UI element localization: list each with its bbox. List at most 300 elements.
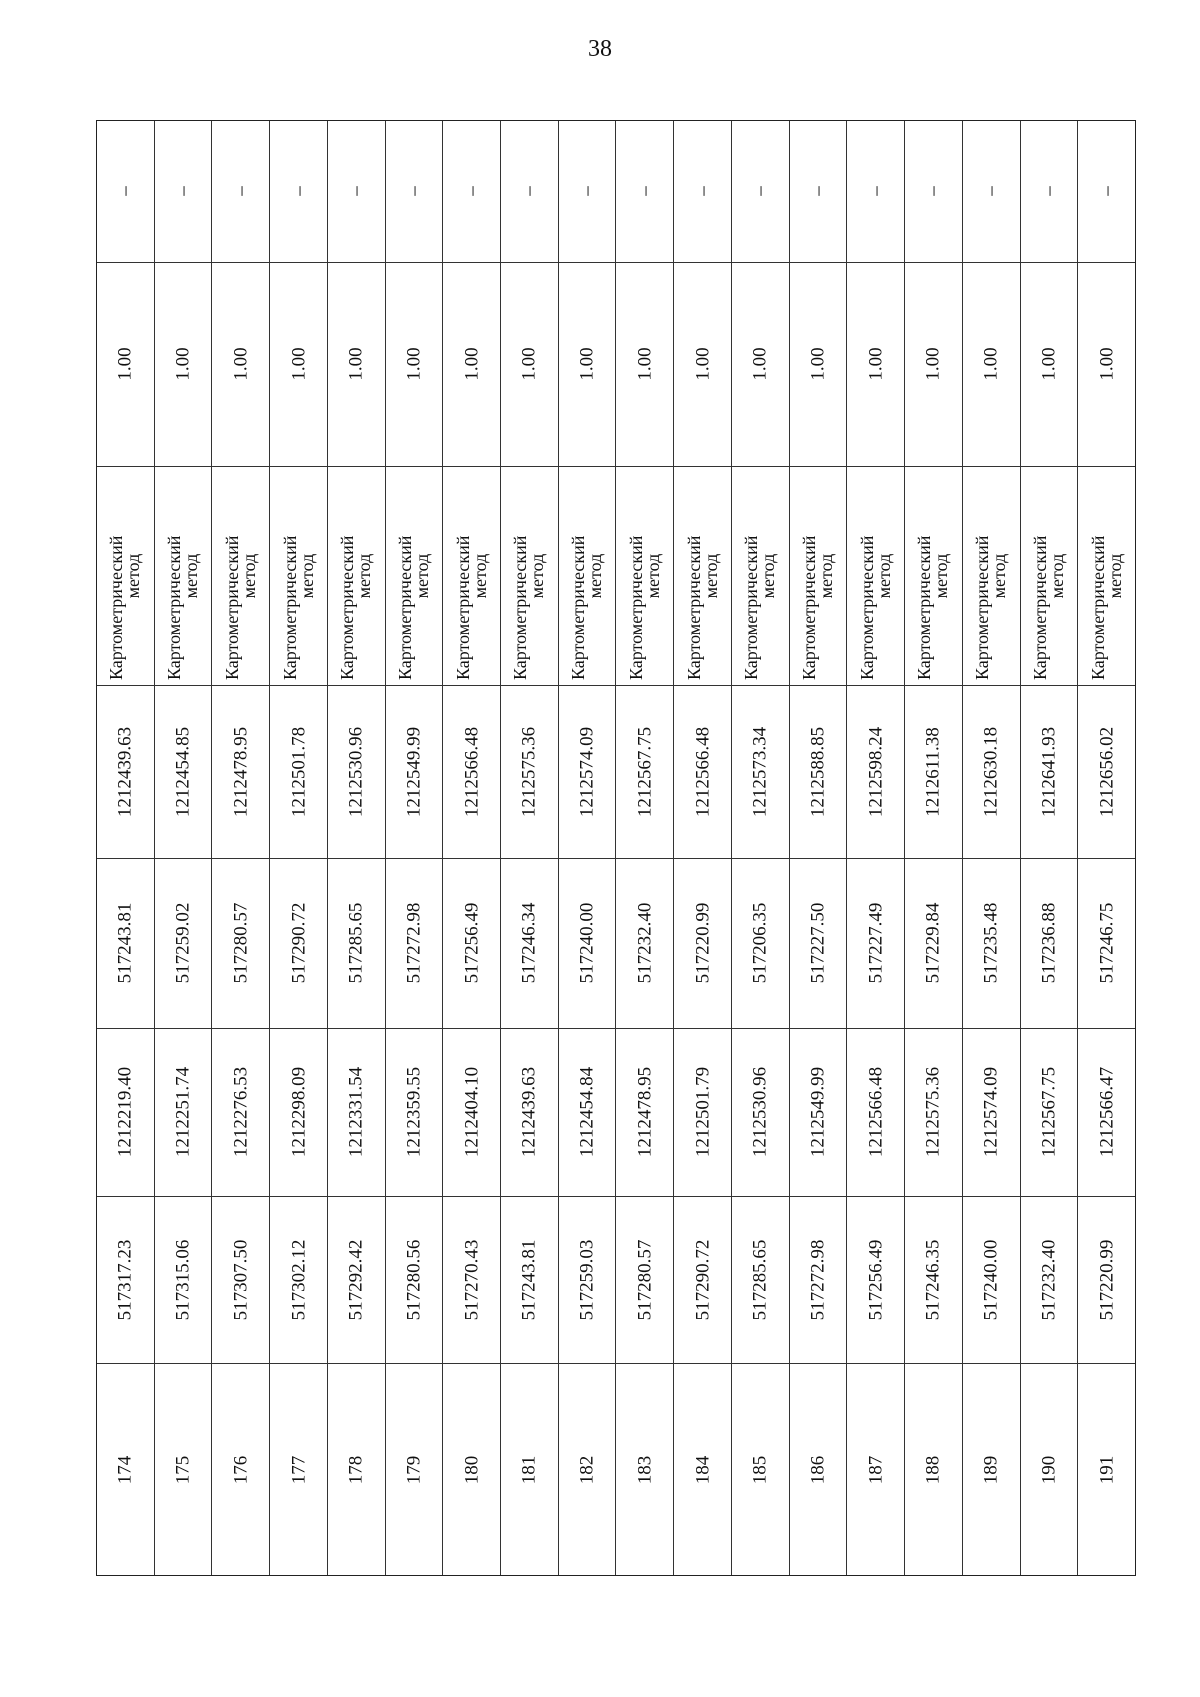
method-text [625, 470, 663, 682]
table-row [616, 121, 674, 1575]
accuracy-text: 1.00 [461, 347, 483, 381]
y1-text: 1212439.63 [518, 1067, 540, 1158]
x2-cell [674, 859, 731, 1029]
x2-cell [270, 859, 327, 1029]
x2-text: 517227.50 [807, 903, 829, 984]
y1-cell [1078, 1029, 1135, 1197]
y2-cell [1078, 686, 1135, 859]
point-number-cell [386, 1364, 443, 1575]
x2-cell [732, 859, 789, 1029]
x2-text: 517280.57 [230, 903, 252, 984]
note-cell [963, 121, 1020, 263]
method-line-2: метод [411, 553, 432, 599]
note-text: – [114, 186, 136, 197]
method-line-2: метод [1046, 553, 1067, 599]
y1-cell [732, 1029, 789, 1197]
x1-cell [443, 1197, 500, 1365]
note-text: – [172, 186, 194, 197]
x1-text: 517270.43 [461, 1239, 483, 1321]
x2-cell [905, 859, 962, 1029]
y2-text: 1212575.36 [518, 726, 540, 818]
note-cell [328, 121, 385, 263]
accuracy-cell [559, 263, 616, 467]
point-number-text: 190 [1038, 1455, 1060, 1484]
method-line-2: метод [931, 553, 952, 599]
y1-cell [328, 1029, 385, 1197]
note-cell [559, 121, 616, 263]
x1-cell [732, 1197, 789, 1365]
y1-cell [212, 1029, 269, 1197]
accuracy-text: 1.00 [1096, 347, 1118, 381]
accuracy-cell [443, 263, 500, 467]
method-line-1: Картометрический [452, 535, 473, 680]
x2-text: 517290.72 [288, 903, 310, 984]
y1-text: 1212359.55 [403, 1067, 425, 1158]
method-line-1: Картометрический [221, 535, 242, 680]
x2-cell [1021, 859, 1078, 1029]
table-row [790, 121, 848, 1575]
y2-text: 1212630.18 [980, 726, 1002, 818]
y2-cell [1021, 686, 1078, 859]
table-row [674, 121, 732, 1575]
x1-text: 517220.99 [1096, 1239, 1118, 1321]
accuracy-text: 1.00 [634, 347, 656, 381]
y1-text: 1212567.75 [1038, 1067, 1060, 1158]
x2-cell [963, 859, 1020, 1029]
accuracy-text: 1.00 [576, 347, 598, 381]
accuracy-text: 1.00 [865, 347, 887, 381]
method-cell [963, 467, 1020, 687]
accuracy-text: 1.00 [288, 347, 310, 381]
point-number-text: 175 [172, 1455, 194, 1484]
accuracy-cell [501, 263, 558, 467]
accuracy-text: 1.00 [807, 347, 829, 381]
y2-text: 1212478.95 [230, 726, 252, 818]
method-line-2: метод [181, 553, 202, 599]
accuracy-text: 1.00 [345, 347, 367, 381]
y2-cell [674, 686, 731, 859]
accuracy-text: 1.00 [172, 347, 194, 381]
table-row [1078, 121, 1135, 1575]
method-cell [443, 467, 500, 687]
accuracy-text: 1.00 [114, 347, 136, 381]
table-row [386, 121, 444, 1575]
method-line-1: Картометрический [1087, 535, 1108, 680]
y2-cell [847, 686, 904, 859]
y2-text: 1212567.75 [634, 726, 656, 818]
method-cell [270, 467, 327, 687]
note-text: – [865, 186, 887, 197]
point-number-cell [501, 1364, 558, 1575]
point-number-text: 176 [230, 1455, 252, 1484]
method-line-2: метод [585, 553, 606, 599]
method-text [279, 470, 317, 682]
table-row [905, 121, 963, 1575]
y2-text: 1212573.34 [749, 726, 771, 818]
table-row [443, 121, 501, 1575]
x1-text: 517292.42 [345, 1239, 367, 1321]
point-number-cell [732, 1364, 789, 1575]
point-number-text: 180 [461, 1455, 483, 1484]
y2-cell [212, 686, 269, 859]
method-text [743, 470, 777, 682]
y1-cell [443, 1029, 500, 1197]
accuracy-cell [155, 263, 212, 467]
point-number-cell [155, 1364, 212, 1575]
x2-text: 517229.84 [922, 903, 944, 984]
y2-text: 1212611.38 [922, 727, 944, 817]
note-cell [97, 121, 154, 263]
y2-cell [270, 686, 327, 859]
x1-text: 517280.56 [403, 1239, 425, 1321]
method-line-1: Картометрический [683, 535, 704, 680]
accuracy-cell [1021, 263, 1078, 467]
table-row [501, 121, 559, 1575]
note-text: – [576, 186, 598, 197]
x2-cell [847, 859, 904, 1029]
x1-text: 517280.57 [634, 1239, 656, 1321]
method-line-1: Картометрический [337, 535, 358, 680]
y2-text: 1212566.48 [461, 726, 483, 818]
y1-cell [616, 1029, 673, 1197]
accuracy-cell [847, 263, 904, 467]
x1-cell [963, 1197, 1020, 1365]
x2-text: 517236.88 [1038, 903, 1060, 984]
method-line-1: Картометрический [741, 535, 762, 680]
accuracy-cell [386, 263, 443, 467]
x1-cell [212, 1197, 269, 1365]
point-number-cell [1078, 1364, 1135, 1575]
point-number-text: 185 [749, 1455, 771, 1484]
y1-text: 1212566.47 [1096, 1067, 1118, 1158]
x2-cell [212, 859, 269, 1029]
method-line-2: метод [296, 553, 317, 599]
y1-cell [270, 1029, 327, 1197]
x2-text: 517246.34 [518, 903, 540, 984]
note-cell [847, 121, 904, 263]
method-line-1: Картометрический [798, 535, 819, 680]
x1-cell [1021, 1197, 1078, 1365]
x1-text: 517285.65 [749, 1239, 771, 1321]
accuracy-text: 1.00 [403, 347, 425, 381]
table-row [847, 121, 905, 1575]
x2-text: 517227.49 [865, 903, 887, 984]
y2-cell [97, 686, 154, 859]
method-cell [1021, 467, 1078, 687]
x2-text: 517285.65 [345, 903, 367, 984]
x2-cell [97, 859, 154, 1029]
point-number-text: 174 [114, 1455, 136, 1484]
note-cell [155, 121, 212, 263]
point-number-text: 187 [865, 1455, 887, 1484]
method-cell [905, 467, 962, 687]
method-text [221, 470, 259, 682]
method-line-2: метод [642, 553, 663, 599]
y1-cell [847, 1029, 904, 1197]
method-text [512, 470, 546, 682]
x1-cell [97, 1197, 154, 1365]
point-number-text: 183 [634, 1455, 656, 1484]
method-line-2: метод [700, 553, 721, 599]
accuracy-text: 1.00 [922, 347, 944, 381]
x2-cell [1078, 859, 1135, 1029]
x2-text: 517259.02 [172, 903, 194, 984]
y1-cell [559, 1029, 616, 1197]
point-number-cell [328, 1364, 385, 1575]
accuracy-text: 1.00 [1038, 347, 1060, 381]
note-text: – [461, 186, 483, 197]
x1-cell [1078, 1197, 1135, 1365]
y2-text: 1212598.24 [865, 726, 887, 818]
table-row [963, 121, 1021, 1575]
method-cell [674, 467, 731, 687]
y2-text: 1212454.85 [172, 726, 194, 818]
y1-text: 1212251.74 [172, 1067, 194, 1158]
table-row [212, 121, 270, 1575]
point-number-text: 181 [518, 1455, 540, 1484]
y2-cell [616, 686, 673, 859]
y2-cell [386, 686, 443, 859]
x2-text: 517232.40 [634, 903, 656, 984]
note-cell [270, 121, 327, 263]
x1-cell [559, 1197, 616, 1365]
y2-text: 1212501.78 [288, 726, 310, 818]
y1-text: 1212478.95 [634, 1067, 656, 1158]
method-line-1: Картометрический [394, 535, 415, 680]
method-text [108, 470, 142, 682]
x1-text: 517272.98 [807, 1239, 829, 1321]
method-line-1: Картометрический [568, 535, 589, 680]
method-line-2: метод [469, 553, 490, 599]
method-line-2: метод [354, 553, 375, 599]
method-cell [386, 467, 443, 687]
method-text [683, 470, 721, 682]
x1-text: 517317.23 [114, 1239, 136, 1321]
table-row [270, 121, 328, 1575]
note-text: – [692, 186, 714, 197]
accuracy-cell [97, 263, 154, 467]
y1-cell [97, 1029, 154, 1197]
method-line-1: Картометрический [279, 535, 300, 680]
point-number-text: 179 [403, 1455, 425, 1484]
method-text [452, 470, 490, 682]
note-cell [443, 121, 500, 263]
method-line-2: метод [989, 553, 1010, 599]
x1-text: 517302.12 [288, 1239, 310, 1321]
x1-text: 517256.49 [865, 1239, 887, 1321]
method-text [1029, 470, 1067, 682]
note-text: – [749, 186, 771, 197]
point-number-cell [790, 1364, 847, 1575]
method-cell [616, 467, 673, 687]
y1-cell [1021, 1029, 1078, 1197]
note-text: – [922, 186, 944, 197]
x2-text: 517272.98 [403, 903, 425, 984]
x1-text: 517240.00 [980, 1239, 1002, 1321]
x1-text: 517259.03 [576, 1239, 598, 1321]
x2-cell [790, 859, 847, 1029]
method-text [974, 470, 1008, 682]
x1-cell [386, 1197, 443, 1365]
point-number-text: 186 [807, 1455, 829, 1484]
point-number-text: 191 [1096, 1455, 1118, 1484]
accuracy-text: 1.00 [230, 347, 252, 381]
method-cell [212, 467, 269, 687]
accuracy-cell [674, 263, 731, 467]
note-cell [1021, 121, 1078, 263]
y2-cell [963, 686, 1020, 859]
method-text [916, 470, 950, 682]
method-line-1: Картометрический [972, 535, 993, 680]
accuracy-cell [212, 263, 269, 467]
accuracy-text: 1.00 [518, 347, 540, 381]
accuracy-cell [905, 263, 962, 467]
y1-text: 1212575.36 [922, 1067, 944, 1158]
accuracy-text: 1.00 [980, 347, 1002, 381]
method-cell [847, 467, 904, 687]
method-line-1: Картометрический [106, 535, 127, 680]
method-text [394, 470, 432, 682]
method-cell [155, 467, 212, 687]
y1-text: 1212566.48 [865, 1067, 887, 1158]
y2-text: 1212656.02 [1096, 726, 1118, 818]
point-number-cell [212, 1364, 269, 1575]
x2-cell [328, 859, 385, 1029]
x2-text: 517220.99 [692, 903, 714, 984]
point-number-cell [847, 1364, 904, 1575]
y1-text: 1212404.10 [461, 1067, 483, 1158]
note-text: – [288, 186, 310, 197]
point-number-text: 177 [288, 1455, 310, 1484]
point-number-text: 178 [345, 1455, 367, 1484]
x1-cell [501, 1197, 558, 1365]
point-number-text: 189 [980, 1455, 1002, 1484]
x1-cell [616, 1197, 673, 1365]
y2-cell [501, 686, 558, 859]
x1-cell [674, 1197, 731, 1365]
y1-cell [155, 1029, 212, 1197]
accuracy-cell [1078, 263, 1135, 467]
y2-text: 1212530.96 [345, 726, 367, 818]
y1-cell [963, 1029, 1020, 1197]
y2-cell [559, 686, 616, 859]
x1-text: 517315.06 [172, 1239, 194, 1321]
x1-text: 517232.40 [1038, 1239, 1060, 1321]
y2-cell [443, 686, 500, 859]
method-line-1: Картометрический [510, 535, 531, 680]
accuracy-cell [328, 263, 385, 467]
method-line-2: метод [873, 553, 894, 599]
point-number-cell [905, 1364, 962, 1575]
note-text: – [634, 186, 656, 197]
point-number-cell [1021, 1364, 1078, 1575]
x1-text: 517290.72 [692, 1239, 714, 1321]
y2-text: 1212566.48 [692, 726, 714, 818]
x2-text: 517235.48 [980, 903, 1002, 984]
point-number-cell [443, 1364, 500, 1575]
table-row [732, 121, 790, 1575]
note-cell [732, 121, 789, 263]
table-row [559, 121, 617, 1575]
point-number-cell [674, 1364, 731, 1575]
y1-text: 1212276.53 [230, 1067, 252, 1158]
y1-text: 1212574.09 [980, 1067, 1002, 1158]
y2-text: 1212439.63 [114, 726, 136, 818]
x1-text: 517307.50 [230, 1239, 252, 1321]
x1-cell [790, 1197, 847, 1365]
point-number-cell [559, 1364, 616, 1575]
x1-cell [905, 1197, 962, 1365]
note-cell [501, 121, 558, 263]
accuracy-cell [790, 263, 847, 467]
x2-text: 517256.49 [461, 903, 483, 984]
table-row [1021, 121, 1079, 1575]
method-line-2: метод [527, 553, 548, 599]
y1-cell [501, 1029, 558, 1197]
x2-text: 517246.75 [1096, 903, 1118, 984]
y1-cell [386, 1029, 443, 1197]
y1-cell [790, 1029, 847, 1197]
x1-cell [155, 1197, 212, 1365]
x2-cell [501, 859, 558, 1029]
method-text [1087, 470, 1125, 682]
coordinates-table [96, 120, 1136, 1576]
note-cell [386, 121, 443, 263]
note-cell [1078, 121, 1135, 263]
y1-text: 1212530.96 [749, 1067, 771, 1158]
y2-cell [732, 686, 789, 859]
accuracy-cell [963, 263, 1020, 467]
y1-text: 1212549.99 [807, 1067, 829, 1158]
x1-cell [847, 1197, 904, 1365]
y2-cell [905, 686, 962, 859]
method-cell [732, 467, 789, 687]
method-text [798, 470, 836, 682]
accuracy-cell [732, 263, 789, 467]
point-number-text: 182 [576, 1455, 598, 1484]
note-cell [212, 121, 269, 263]
method-cell [559, 467, 616, 687]
method-line-1: Картометрический [1029, 535, 1050, 680]
point-number-text: 188 [922, 1455, 944, 1484]
method-line-2: метод [123, 553, 144, 599]
method-line-1: Картометрический [856, 535, 877, 680]
method-cell [790, 467, 847, 687]
point-number-text: 184 [692, 1455, 714, 1484]
page-number: 38 [588, 36, 612, 62]
note-cell [905, 121, 962, 263]
table-row [328, 121, 386, 1575]
note-text: – [518, 186, 540, 197]
x1-cell [270, 1197, 327, 1365]
y2-cell [790, 686, 847, 859]
x1-text: 517246.35 [922, 1239, 944, 1321]
y1-cell [905, 1029, 962, 1197]
method-cell [328, 467, 385, 687]
table-row [97, 121, 155, 1575]
point-number-cell [270, 1364, 327, 1575]
method-line-1: Картометрический [164, 535, 185, 680]
point-number-cell [97, 1364, 154, 1575]
y1-text: 1212219.40 [114, 1067, 136, 1158]
point-number-cell [963, 1364, 1020, 1575]
x2-cell [443, 859, 500, 1029]
y2-text: 1212549.99 [403, 726, 425, 818]
note-text: – [345, 186, 367, 197]
method-line-1: Картометрический [914, 535, 935, 680]
note-cell [616, 121, 673, 263]
method-cell [1078, 467, 1135, 687]
